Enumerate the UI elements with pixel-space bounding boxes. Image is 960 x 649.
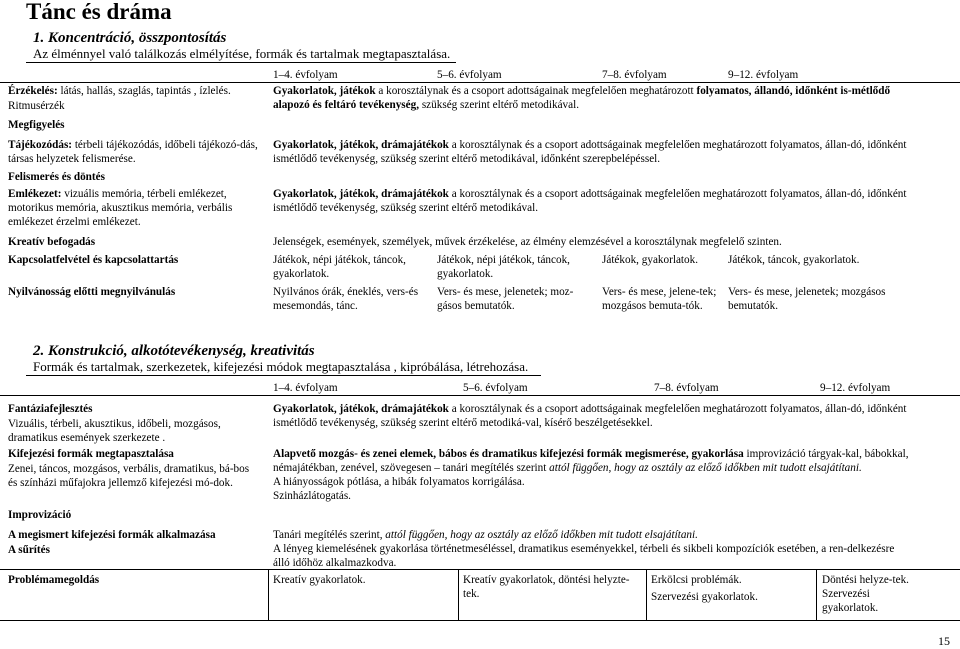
- s1-header-rule: [0, 82, 960, 83]
- s2-kifejezesi-text: Zenei, táncos, mozgásos, verbális, dramatikus, bá-bos és színházi műfajokra jellemző kifejezési mó-dok.: [8, 463, 250, 489]
- s1-row3-bold: Gyakorlatok, játékok, drámajátékok: [273, 188, 449, 200]
- s1-grade-1-4: 1–4. évfolyam: [273, 69, 338, 81]
- s1-row3-cell: [273, 187, 913, 215]
- s1-felismeres: Felismerés és döntés: [8, 171, 105, 183]
- s1-tajekozodas: [8, 138, 263, 166]
- s2-row3-cell: [273, 528, 913, 570]
- s1-grade-7-8: 7–8. évfolyam: [602, 69, 667, 81]
- s1-row1-end: szükség szerint eltérő metodikával.: [419, 99, 580, 111]
- s2-header-rule: [0, 395, 960, 396]
- section-1-heading: 1. Koncentráció, összpontosítás: [33, 30, 227, 46]
- page-title: Tánc és dráma: [26, 0, 172, 24]
- s2-grade-5-6: 5–6. évfolyam: [463, 382, 528, 394]
- page-number: 15: [938, 634, 950, 648]
- s1-row1-bold2: folyamatos, állandó, időnként is-métlődő alapozó és feltáró tevékenység,: [273, 85, 891, 111]
- s2-row3-line2: A lényeg kiemelésének gyakorlása történetmeséléssel, dramatikus eseményekkel, térbeli és sikbeli kompozíciók esetében, a ren-delkezésre álló időhöz alkalmazkodva.: [273, 543, 895, 569]
- s1-nyil-5-6: Vers- és mese, jelenetek; moz-gásos bemutatók.: [437, 286, 574, 312]
- tajekozodas-label: Tájékozódás:: [8, 139, 73, 151]
- s2-prob-7-8-line2: Szervezési gyakorlatok.: [651, 591, 758, 603]
- s2-row2-cell: [273, 447, 913, 503]
- s2-row1-text: a korosztálynak és a csoport adottságainak megfelelően meghatározott folyamatos, állan-dó, időnként ismétlődő tevékenység, szükség szerint eltérő metodiká-val, kísérő beszélgetésekkel.: [273, 403, 907, 429]
- s1-row3-text: a korosztálynak és a csoport adottságainak megfelelően meghatározott folyamatos, állan-dó, időnként ismétlődő tevékenység, szükség szerint eltérő metodikával.: [273, 188, 907, 214]
- s1-kap-1-4: Játékok, népi játékok, táncok, gyakorlatok.: [273, 254, 406, 280]
- s1-kreativ-befogadas: Kreatív befogadás: [8, 236, 96, 248]
- s2-prob-5-6: Kreatív gyakorlatok, döntési helyzte-tek.: [463, 574, 630, 600]
- s2-prob-divider-1: [268, 569, 269, 620]
- s1-row4-cell: Jelenségek, események, személyek, művek érzékelése, az élmény elemzésével a korosztálynak megfelelő szinten.: [273, 236, 782, 248]
- s2-surites: A sűrítés: [8, 544, 50, 556]
- emlekezet-label: Emlékezet:: [8, 188, 62, 200]
- s1-grade-5-6: 5–6. évfolyam: [437, 69, 502, 81]
- s1-nyil-7-8: Vers- és mese, jelene-tek; mozgásos bemuta-tók.: [602, 286, 717, 312]
- s2-prob-divider-3: [646, 569, 647, 620]
- s2-grade-7-8: 7–8. évfolyam: [654, 382, 719, 394]
- s1-row2-cell: [273, 138, 913, 166]
- s2-row2-line2: A hiányosságok pótlása, a hibák folyamatos korrigálása.: [273, 476, 525, 488]
- s2-prob-1-4: Kreatív gyakorlatok.: [273, 574, 366, 586]
- s1-row1-mid: a korosztálynak és a csoport adottságainak megfelelően meghatározott: [375, 85, 697, 97]
- s2-prob-9-12: Döntési helyze-tek. Szervezési gyakorlatok.: [822, 574, 909, 614]
- s2-row3-text: Tanári megítélés szerint,: [273, 529, 386, 541]
- s2-prob-divider-2: [458, 569, 459, 620]
- s2-grade-9-12: 9–12. évfolyam: [820, 382, 891, 394]
- s2-row1-bold: Gyakorlatok, játékok, drámajátékok: [273, 403, 449, 415]
- s1-row1-bold: Gyakorlatok, játékok: [273, 85, 376, 97]
- section-2-heading: 2. Konstrukció, alkotótevékenység, kreativitás: [33, 343, 315, 359]
- s2-prob-7-8: [651, 573, 811, 604]
- s1-row2-bold: Gyakorlatok, játékok, drámajátékok: [273, 139, 449, 151]
- s1-megfigyeles: Megfigyelés: [8, 119, 65, 131]
- erzekeles-label: Érzékelés:: [8, 85, 58, 97]
- s1-row2-text: a korosztálynak és a csoport adottságainak megfelelően meghatározott folyamatos, állan-dó, időnként ismétlődő tevékenység, szükség szerint eltérő metodikával, időnként szerepbelépéssel.: [273, 139, 907, 165]
- erzekeles-text: látás, hallás, szaglás, tapintás , ízlelés.: [57, 85, 231, 97]
- section-1-subheading: Az élménnyel való találkozás elmélyítése, formák és tartalmak megtapasztalása.: [33, 46, 451, 61]
- section-2-rule: [26, 375, 541, 376]
- s1-kap-7-8: Játékok, gyakorlatok.: [602, 254, 699, 266]
- s2-row3-italic: attól függően, hogy az osztály az előző időkben mit tudott elsajátítani.: [385, 529, 698, 541]
- s2-fantazia-text: Vizuális, térbeli, akusztikus, időbeli, mozgásos, dramatikus események szerkezete .: [8, 418, 221, 444]
- section-1-rule: [26, 62, 456, 63]
- s1-kap-9-12: Játékok, táncok, gyakorlatok.: [728, 254, 860, 266]
- s2-row2-line3: Szinházlátogatás.: [273, 490, 351, 502]
- s2-row2-italic: attól függően, hogy az osztály az előző időkben mit tudott elsajátítani.: [549, 462, 862, 474]
- s2-prob-7-8-line1: Erkölcsi problémák.: [651, 574, 742, 586]
- s2-row1-cell: [273, 402, 913, 430]
- s2-grade-1-4: 1–4. évfolyam: [273, 382, 338, 394]
- s2-improvizacio: Improvizáció: [8, 509, 72, 521]
- s2-problema: Problémamegoldás: [8, 574, 100, 586]
- tajekozodas-text: térbeli tájékozódás, időbeli tájékozó-dás, társas helyzetek felismerése.: [8, 139, 258, 165]
- s1-nyil-9-12: Vers- és mese, jelenetek; mozgásos bemutatók.: [728, 286, 886, 312]
- s2-row2-text: improvizáció tárgyak-kal, bábokkal, némajátékban, zenével, szövegesen – tanári megítélés szerint: [273, 448, 909, 474]
- s1-grade-9-12: 9–12. évfolyam: [728, 69, 799, 81]
- s1-nyilvanossag: Nyilvánosság előtti megnyilvánulás: [8, 286, 176, 298]
- s2-fantazia: Fantáziafejlesztés: [8, 403, 93, 415]
- s1-ritmuserzek: Ritmusérzék: [8, 100, 65, 112]
- section-2-subheading: Formák és tartalmak, szerkezetek, kifejezési módok megtapasztalása , kipróbálása, létrehozása.: [33, 359, 529, 374]
- emlekezet-text: vizuális memória, térbeli emlékezet, motorikus memória, akusztikus memória, verbális emlékezet érzelmi emlékezet.: [8, 188, 233, 228]
- s1-nyil-1-4: Nyilvános órák, éneklés, vers-és mesemondás, tánc.: [273, 286, 419, 312]
- s2-megismert: A megismert kifejezési formák alkalmazása: [8, 529, 216, 541]
- s1-emlekezet: [8, 187, 263, 229]
- s2-prob-divider-4: [816, 569, 817, 620]
- s2-row2-bold: Alapvető mozgás- és zenei elemek, bábos és dramatikus kifejezési formák megismerése, gyakorlása: [273, 448, 744, 460]
- s1-kap-5-6: Játékok, népi játékok, táncok, gyakorlatok.: [437, 254, 570, 280]
- s2-kifejezesi: Kifejezési formák megtapasztalása: [8, 448, 174, 460]
- s1-kapcsolat: Kapcsolatfelvétel és kapcsolattartás: [8, 254, 179, 266]
- s1-row1-cell: [273, 84, 913, 112]
- s1-erzekeles: [8, 84, 263, 98]
